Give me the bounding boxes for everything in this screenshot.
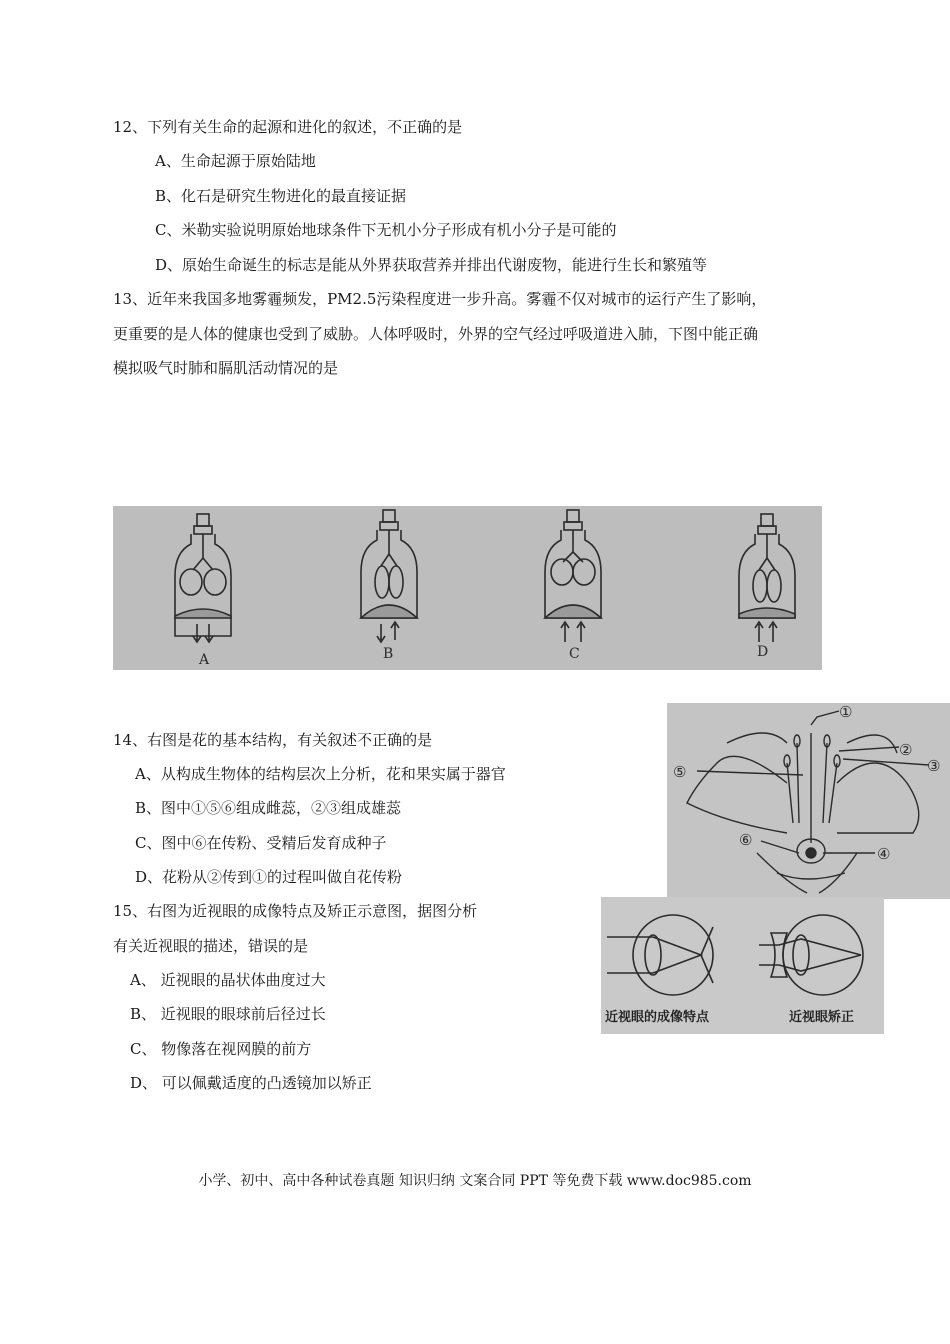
myopia-imaging-caption: 近视眼的成像特点 xyxy=(605,1010,710,1025)
flower-label-5: ⑤ xyxy=(673,763,687,781)
flower-petal-left xyxy=(687,756,787,833)
q12-option-c: C、米勒实验说明原始地球条件下无机小分子形成有机小分子是可能的 xyxy=(155,221,617,239)
flower-label-2: ② xyxy=(899,741,913,759)
bell-jar-label-b: B xyxy=(383,646,394,662)
q12-option-b: B、化石是研究生物进化的最直接证据 xyxy=(155,187,407,205)
q14-option-d: D、花粉从②传到①的过程叫做自花传粉 xyxy=(135,868,403,886)
bell-jar-model-a xyxy=(175,514,231,642)
bell-jar-model-b xyxy=(361,510,417,642)
concave-lens xyxy=(771,933,787,977)
myopia-correction-diagram xyxy=(759,915,863,995)
q13-stem-line-3: 模拟吸气时肺和膈肌活动情况的是 xyxy=(113,359,339,377)
flower-petal-right xyxy=(837,763,919,833)
q12-option-d: D、原始生命诞生的标志是能从外界获取营养并排出代谢废物，能进行生长和繁殖等 xyxy=(155,256,708,274)
q13-stem-line-2: 更重要的是人体的健康也受到了威胁。人体呼吸时，外界的空气经过呼吸道进入肺，下图中能正确 xyxy=(113,325,759,343)
q14-stem: 14、右图是花的基本结构，有关叙述不正确的是 xyxy=(113,731,433,749)
flower-label-4: ④ xyxy=(877,845,891,863)
q15-option-d: D、 可以佩戴适度的凸透镜加以矫正 xyxy=(130,1074,372,1092)
bell-jar-lung-model-figure xyxy=(113,506,822,670)
q15-option-a: A、 近视眼的晶状体曲度过大 xyxy=(130,971,326,989)
q13-stem-line-1: 13、近年来我国多地雾霾频发，PM2.5污染程度进一步升高。雾霾不仅对城市的运行产生了影响， xyxy=(113,290,767,308)
bell-jar-label-c: C xyxy=(569,646,580,662)
flower-sepal xyxy=(757,853,857,893)
myopia-imaging-diagram xyxy=(607,915,713,995)
flower-structure-figure xyxy=(667,703,950,899)
bell-jar-label-d: D xyxy=(757,644,769,660)
q15-option-c: C、 物像落在视网膜的前方 xyxy=(130,1040,312,1058)
flower-label-1: ① xyxy=(839,703,853,721)
page-footer: 小学、初中、高中各种试卷真题 知识归纳 文案合同 PPT 等免费下载 www.doc985.com xyxy=(198,1173,752,1189)
q14-option-a: A、从构成生物体的结构层次上分析，花和果实属于器官 xyxy=(135,765,506,783)
bell-jar-model-d xyxy=(739,514,795,642)
myopia-correction-caption: 近视眼矫正 xyxy=(789,1010,855,1025)
q15-stem-line-2: 有关近视眼的描述，错误的是 xyxy=(113,937,309,955)
bell-jar-label-a: A xyxy=(199,652,210,668)
q15-stem-line-1: 15、右图为近视眼的成像特点及矫正示意图，据图分析 xyxy=(113,902,478,920)
q12-option-a: A、生命起源于原始陆地 xyxy=(155,152,316,170)
q14-option-c: C、图中⑥在传粉、受精后发育成种子 xyxy=(135,834,387,852)
q14-option-b: B、图中①⑤⑥组成雌蕊，②③组成雄蕊 xyxy=(135,799,402,817)
myopia-figure xyxy=(601,897,884,1034)
flower-label-3: ③ xyxy=(927,757,941,775)
q15-option-b: B、 近视眼的眼球前后径过长 xyxy=(130,1005,326,1023)
q12-stem: 12、下列有关生命的起源和进化的叙述，不正确的是 xyxy=(113,118,463,136)
bell-jar-model-c xyxy=(545,510,601,642)
flower-label-6: ⑥ xyxy=(739,831,753,849)
flower-stamens xyxy=(787,743,837,823)
